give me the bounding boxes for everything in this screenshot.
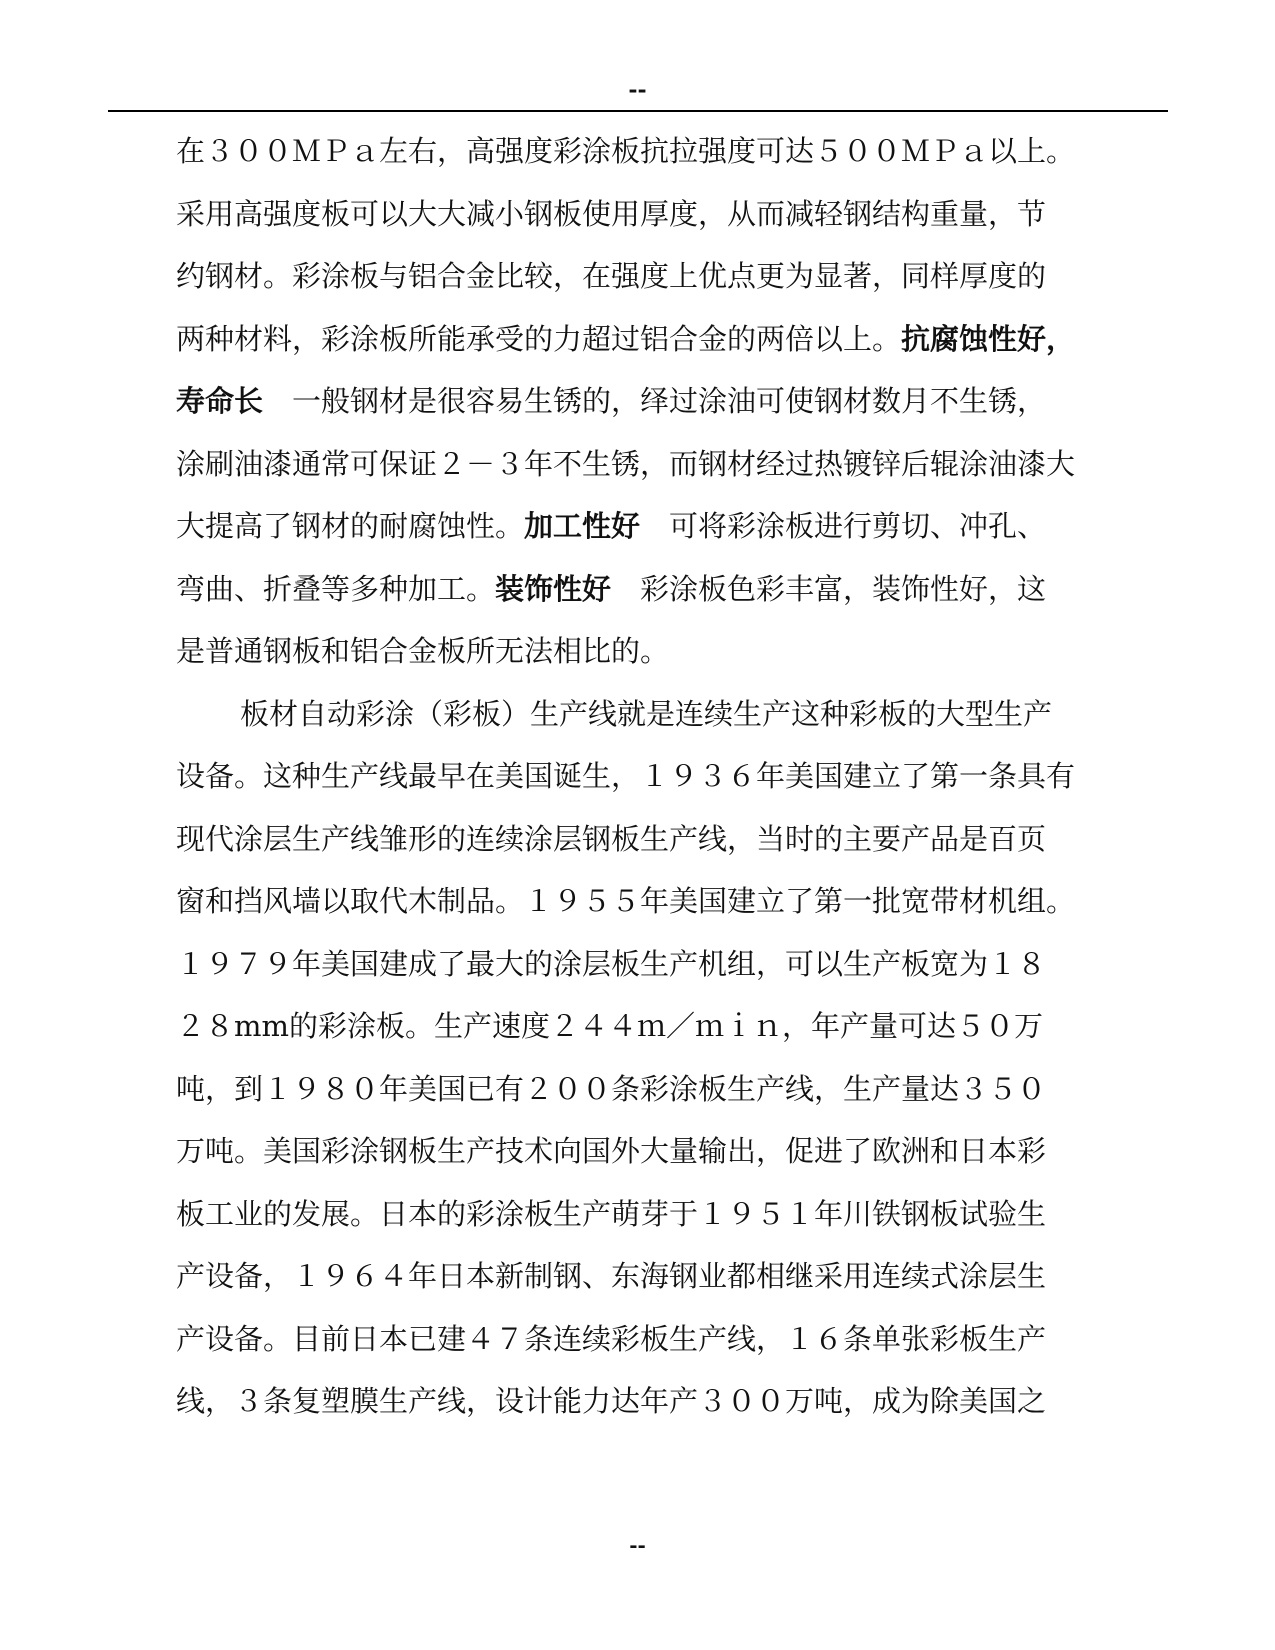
- text-line: [176, 995, 1168, 1058]
- bold-heading-text: 抗腐蚀性好，: [901, 321, 1076, 356]
- text-line: [176, 745, 1168, 808]
- text-line: [176, 1370, 1168, 1433]
- text-line: [176, 1308, 1168, 1371]
- body-text: 采用高强度板可以大大减小钢板使用厚度，从而减轻钢结构重量，节: [176, 196, 1047, 231]
- body-text: 万吨。美国彩涂钢板生产技术向国外大量输出，促进了欧洲和日本彩: [176, 1134, 1047, 1168]
- text-line: [176, 433, 1168, 496]
- body-text: 设备。这种生产线最早在美国诞生，１９３６年美国建立了第一条具有: [176, 759, 1076, 793]
- text-line: [176, 1058, 1168, 1121]
- body-text: 板材自动彩涂（彩板）生产线就是连续生产这种彩板的大型生产: [240, 696, 1053, 731]
- body-text: 大提高了钢材的耐腐蚀性。: [176, 509, 525, 543]
- text-line: [176, 808, 1168, 871]
- body-text: 窗和挡风墙以取代木制品。１９５５年美国建立了第一批宽带材机组。: [176, 884, 1076, 918]
- bold-heading-text: 装饰性好: [495, 571, 612, 606]
- text-line: [176, 495, 1168, 558]
- body-text: ２８mm的彩涂板。生产速度２４４ｍ／ｍｉｎ，年产量可达５０万: [176, 1009, 1043, 1043]
- body-text: 是普通钢板和铝合金板所无法相比的。: [176, 634, 670, 668]
- body-text: 一般钢材是很容易生锈的，绎过涂油可使钢材数月不生锈，: [263, 384, 1047, 418]
- page-footer-mark: --: [629, 1533, 646, 1557]
- text-line: [176, 1245, 1168, 1308]
- document-body: [176, 120, 1168, 1433]
- body-text: 涂刷油漆通常可保证２－３年不生锈，而钢材经过热镀锌后辊涂油漆大: [176, 446, 1076, 481]
- text-line: [176, 245, 1168, 308]
- bold-heading-text: 寿命长: [176, 384, 264, 418]
- body-text: 可将彩涂板进行剪切、冲孔、: [640, 509, 1047, 543]
- body-text: 产设备。目前日本已建４７条连续彩板生产线，１６条单张彩板生产: [176, 1321, 1047, 1356]
- text-line: [176, 308, 1168, 371]
- page-header-mark: --: [628, 77, 647, 103]
- bold-heading-text: 加工性好: [524, 509, 641, 543]
- body-text: 产设备，１９６４年日本新制钢、东海钢业都相继采用连续式涂层生: [176, 1259, 1047, 1293]
- text-line: [176, 683, 1168, 746]
- text-line: [176, 183, 1168, 246]
- text-line: [176, 120, 1168, 183]
- body-text: 板工业的发展。日本的彩涂板生产萌芽于１９５１年川铁钢板试验生: [176, 1196, 1047, 1231]
- body-text: 两种材料，彩涂板所能承受的力超过铝合金的两倍以上。: [176, 321, 902, 356]
- text-line: [176, 370, 1168, 433]
- body-text: 彩涂板色彩丰富，装饰性好，这: [611, 571, 1047, 606]
- text-line: [176, 1183, 1168, 1246]
- body-text: １９７９年美国建成了最大的涂层板生产机组，可以生产板宽为１８: [176, 946, 1047, 981]
- body-text: 吨，到１９８０年美国已有２００条彩涂板生产线，生产量达３５０: [176, 1071, 1047, 1106]
- text-line: [176, 933, 1168, 996]
- text-line: [176, 558, 1168, 621]
- text-line: [176, 620, 1168, 683]
- body-text: 现代涂层生产线雏形的连续涂层钢板生产线，当时的主要产品是百页: [176, 821, 1047, 856]
- header-divider: [108, 110, 1168, 112]
- body-text: 弯曲、折叠等多种加工。: [176, 571, 496, 606]
- body-text: 在３００ＭＰａ左右，高强度彩涂板抗拉强度可达５００ＭＰａ以上。: [176, 134, 1076, 168]
- text-line: [176, 870, 1168, 933]
- text-line: [176, 1120, 1168, 1183]
- body-text: 约钢材。彩涂板与铝合金比较，在强度上优点更为显著，同样厚度的: [176, 259, 1047, 293]
- body-text: 线，３条复塑膜生产线，设计能力达年产３００万吨，成为除美国之: [176, 1384, 1047, 1418]
